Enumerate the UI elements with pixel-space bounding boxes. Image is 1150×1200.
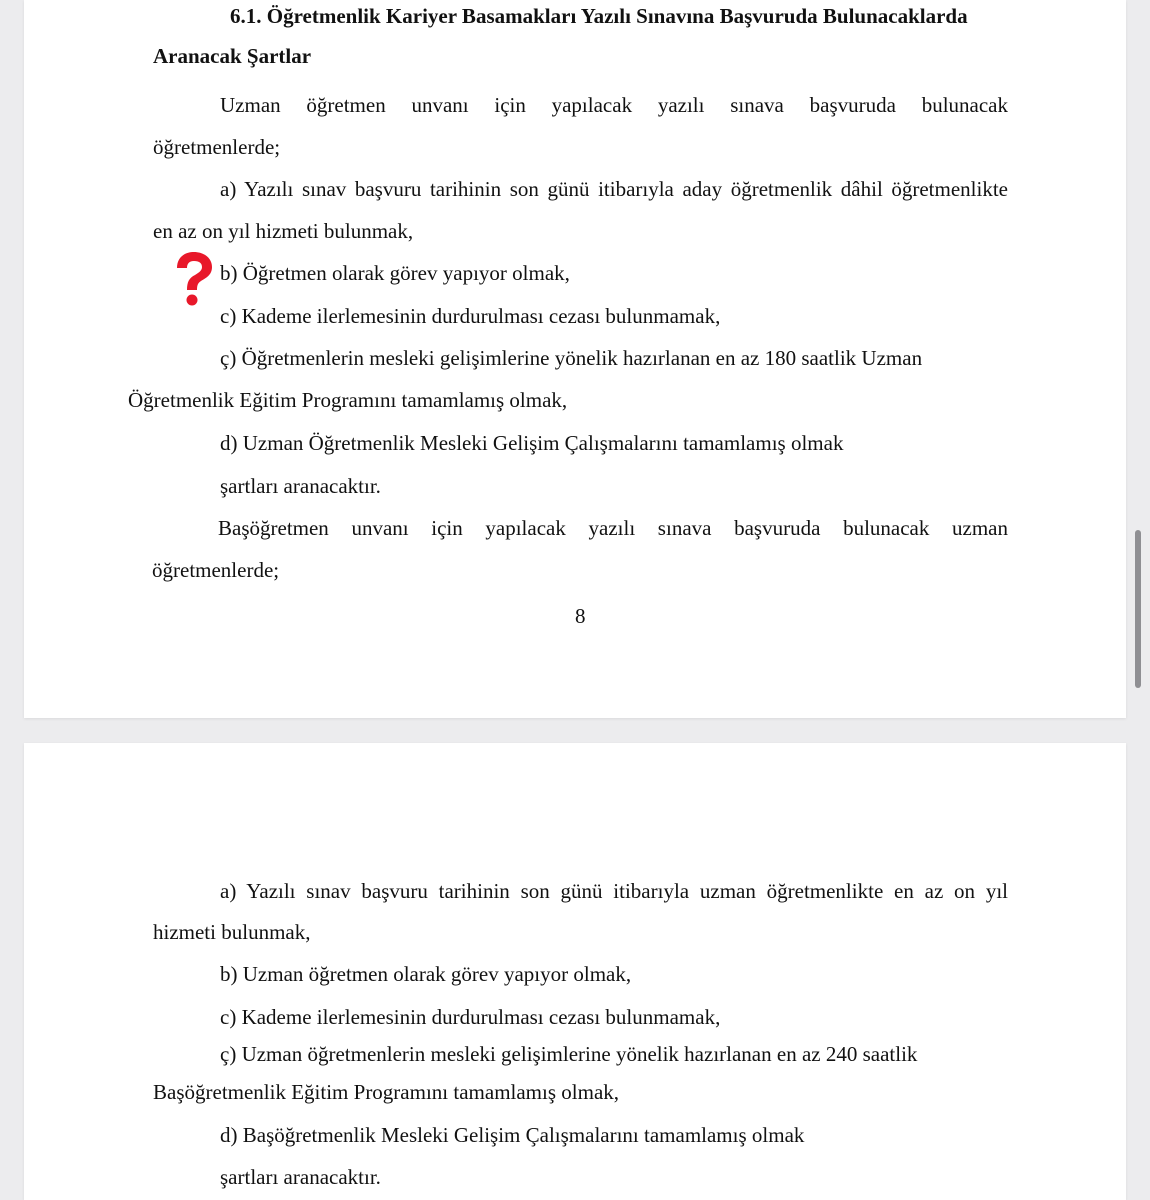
uzman-item-b: b) Öğretmen olarak görev yapıyor olmak, [220,261,570,285]
uzman-conditions: şartları aranacaktır. [220,474,381,498]
uzman-intro-line-1: Uzman öğretmen unvanı için yapılacak yazılı sınava başvuruda bulunacak [220,93,1008,117]
bas-item-d: d) Başöğretmenlik Mesleki Gelişim Çalışmalarını tamamlamış olmak [220,1123,805,1147]
basogretmen-intro-line-1: Başöğretmen unvanı için yapılacak yazılı sınava başvuruda bulunacak uzman [218,516,1008,540]
question-mark-icon [172,250,216,306]
page-number: 8 [575,604,586,628]
bas-item-b: b) Uzman öğretmen olarak görev yapıyor olmak, [220,962,632,986]
uzman-item-cc-line-1: ç) Öğretmenlerin mesleki gelişimlerine yönelik hazırlanan en az 180 saatlik Uzman [220,346,923,370]
uzman-item-cc-line-2: Öğretmenlik Eğitim Programını tamamlamış olmak, [128,388,568,412]
basogretmen-intro-line-2: öğretmenlerde; [152,558,280,582]
bas-item-a-line-2: hizmeti bulunmak, [153,920,311,944]
uzman-item-a-line-1: a) Yazılı sınav başvuru tarihinin son günü itibarıyla aday öğretmenlik dâhil öğretmenlikte [220,177,1008,201]
section-heading-line-2: Aranacak Şartlar [153,44,312,68]
vertical-scrollbar[interactable] [1135,530,1141,688]
uzman-item-c: c) Kademe ilerlemesinin durdurulması cezası bulunmamak, [220,304,721,328]
bas-item-cc-line-1: ç) Uzman öğretmenlerin mesleki gelişimlerine yönelik hazırlanan en az 240 saatlik [220,1042,918,1066]
uzman-item-a-line-2: en az on yıl hizmeti bulunmak, [153,219,414,243]
section-heading-line-1: 6.1. Öğretmenlik Kariyer Basamakları Yazılı Sınavına Başvuruda Bulunacaklarda [230,4,968,28]
uzman-intro-line-2: öğretmenlerde; [153,135,281,159]
bas-item-c: c) Kademe ilerlemesinin durdurulması cezası bulunmamak, [220,1005,721,1029]
bas-item-a-line-1: a) Yazılı sınav başvuru tarihinin son günü itibarıyla uzman öğretmenlikte en az on yıl [220,879,1008,903]
bas-conditions: şartları aranacaktır. [220,1165,381,1189]
bas-item-cc-line-2: Başöğretmenlik Eğitim Programını tamamlamış olmak, [153,1080,620,1104]
uzman-item-d: d) Uzman Öğretmenlik Mesleki Gelişim Çalışmalarını tamamlamış olmak [220,431,844,455]
